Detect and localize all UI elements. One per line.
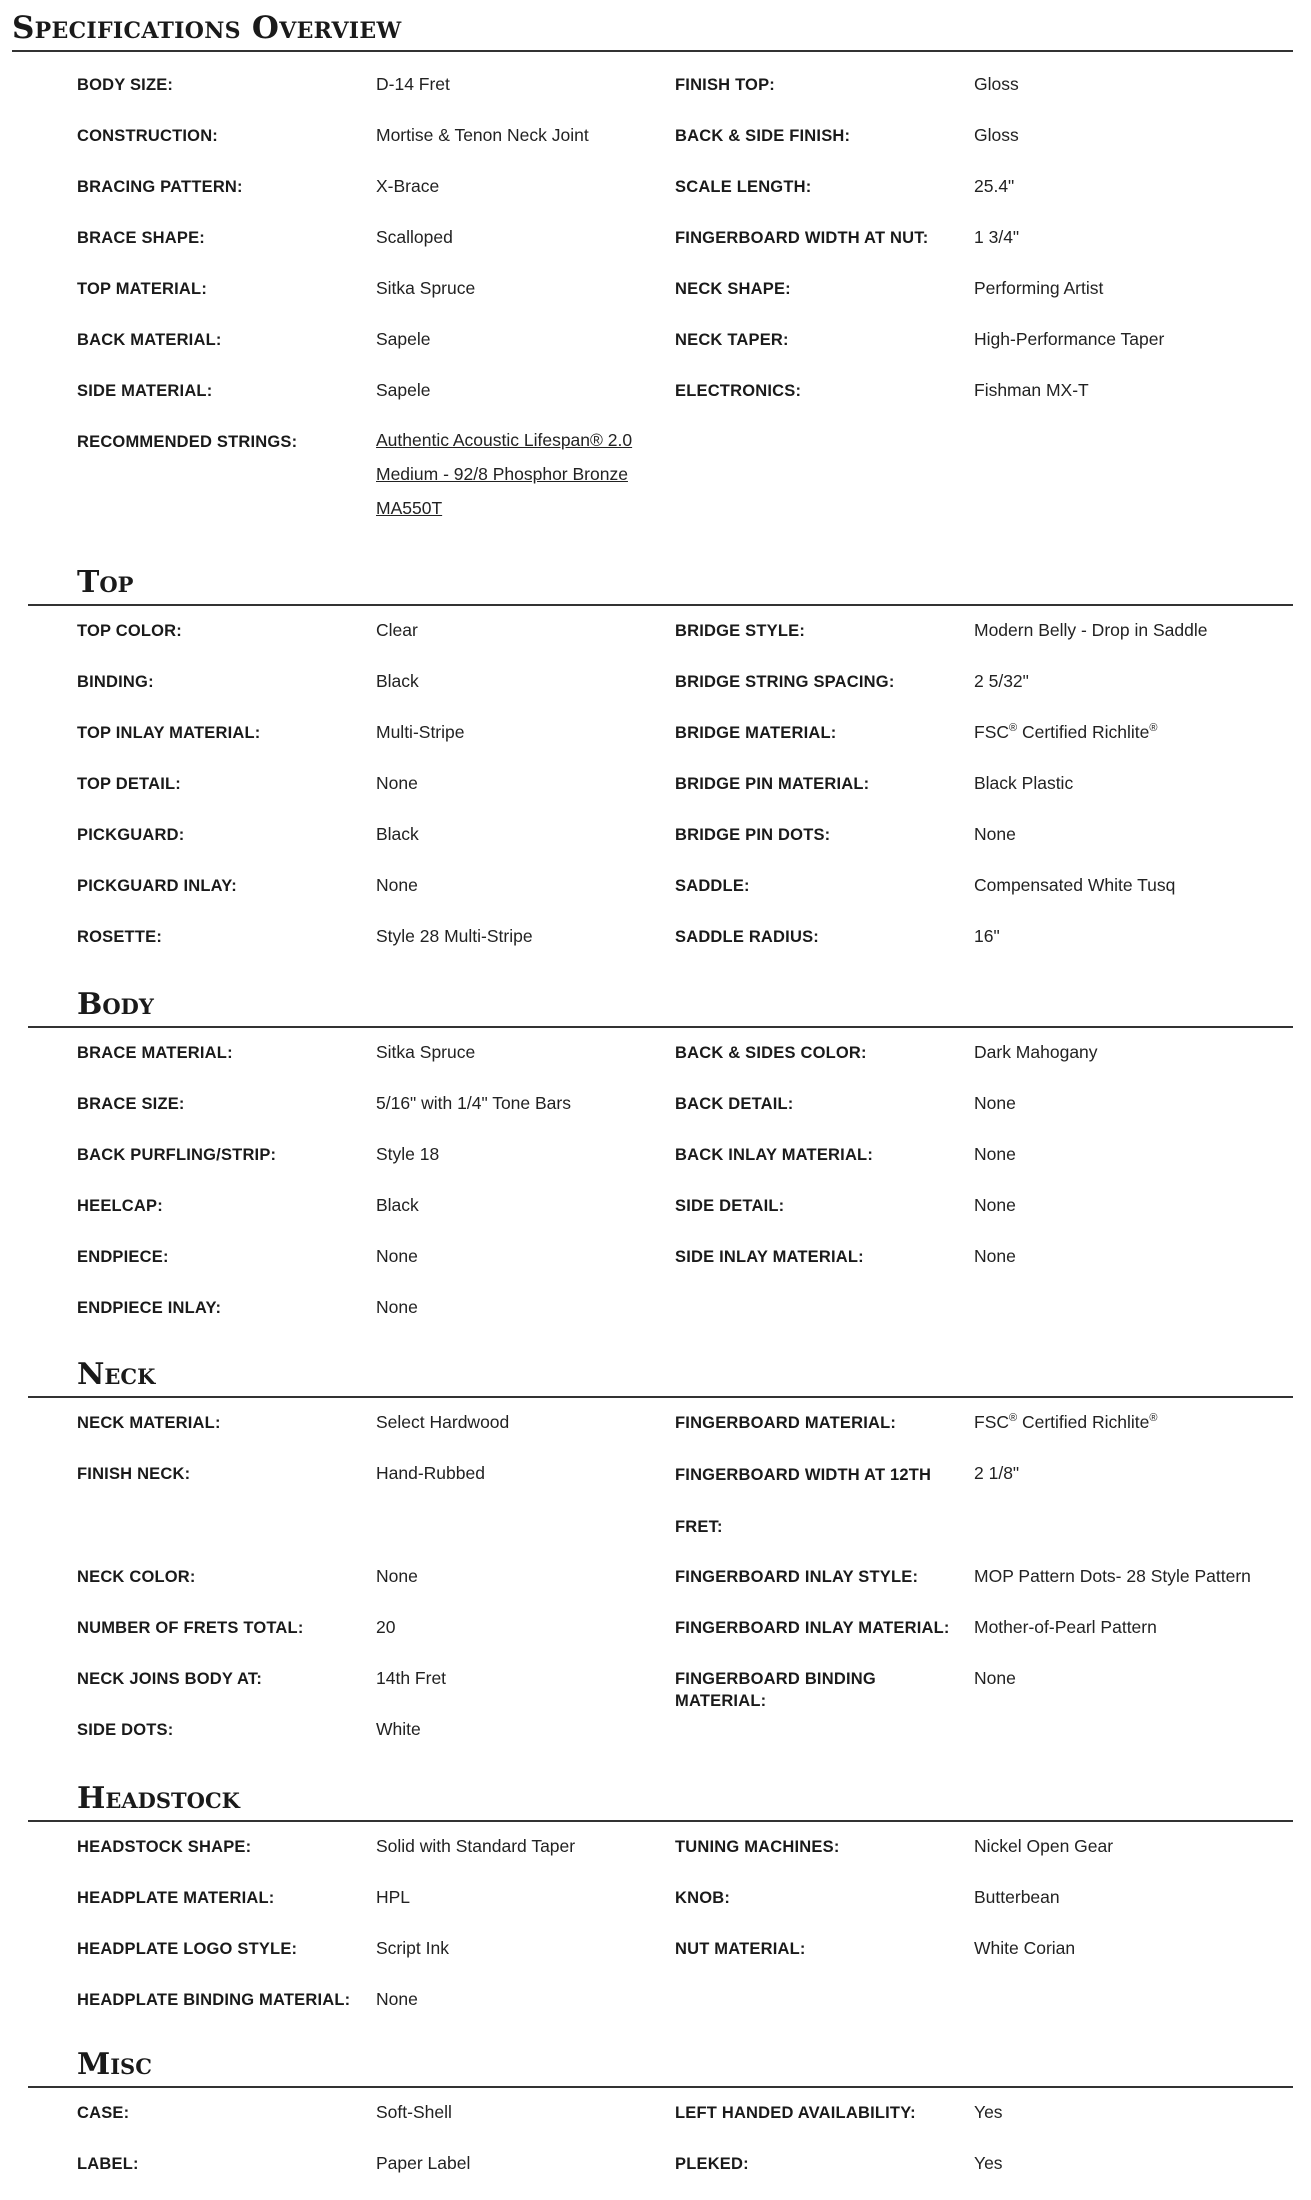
spec-value: MOP Pattern Dots- 28 Style Pattern xyxy=(974,1566,1251,1586)
spec-value: None xyxy=(376,1246,418,1266)
spec-value: Yes xyxy=(974,2102,1003,2122)
spec-value: 5/16" with 1/4" Tone Bars xyxy=(376,1093,571,1113)
spec-label: HEADPLATE MATERIAL: xyxy=(77,1889,275,1907)
neck-section xyxy=(28,1357,1293,1739)
spec-label: PLEKED: xyxy=(675,2155,749,2173)
spec-label: NECK TAPER: xyxy=(675,331,789,349)
spec-label: HEADPLATE LOGO STYLE: xyxy=(77,1940,298,1958)
spec-value: Black xyxy=(376,824,419,844)
section-heading-body: Body xyxy=(28,988,1293,1028)
spec-label: PICKGUARD INLAY: xyxy=(77,877,237,895)
spec-label: BRIDGE STYLE: xyxy=(675,622,806,640)
spec-value: White Corian xyxy=(974,1938,1076,1958)
spec-value: Soft-Shell xyxy=(376,2102,452,2122)
spec-value: 25.4" xyxy=(974,176,1015,196)
spec-value: Select Hardwood xyxy=(376,1412,510,1432)
spec-label: BRACING PATTERN: xyxy=(77,178,243,196)
spec-value: None xyxy=(974,1195,1016,1215)
spec-label: NUMBER OF FRETS TOTAL: xyxy=(77,1619,304,1637)
spec-label: NECK JOINS BODY AT: xyxy=(77,1670,263,1688)
spec-label: SADDLE: xyxy=(675,877,750,895)
spec-label: BACK PURFLING/STRIP: xyxy=(77,1146,277,1164)
registered-mark: ® xyxy=(1009,1412,1018,1425)
spec-value: None xyxy=(376,1989,418,2009)
page-title: Specifications Overview xyxy=(12,12,1293,52)
spec-value: Sapele xyxy=(376,380,431,400)
spec-value: Script Ink xyxy=(376,1938,449,1958)
spec-value: 2 5/32" xyxy=(974,671,1029,691)
spec-value: Style 18 xyxy=(376,1144,440,1164)
spec-value: Gloss xyxy=(974,125,1019,145)
spec-label: BACK & SIDE FINISH: xyxy=(675,127,851,145)
value-text: FSC xyxy=(974,1412,1009,1432)
spec-label: SIDE DETAIL: xyxy=(675,1197,785,1215)
spec-value: Sapele xyxy=(376,329,431,349)
spec-label: ENDPIECE: xyxy=(77,1248,169,1266)
top-section xyxy=(28,565,1293,946)
spec-label: CASE: xyxy=(77,2104,130,2122)
spec-value: Hand-Rubbed xyxy=(376,1463,485,1483)
spec-label: ELECTRONICS: xyxy=(675,382,802,400)
spec-value: None xyxy=(974,1246,1016,1266)
spec-value: None xyxy=(974,1144,1016,1164)
spec-label: BRIDGE PIN DOTS: xyxy=(675,826,831,844)
recommended-strings-link[interactable] xyxy=(376,423,676,525)
section-heading-neck: Neck xyxy=(28,1358,1293,1398)
spec-label: FINGERBOARD WIDTH AT 12TH FRET: xyxy=(675,1466,932,1536)
spec-value: HPL xyxy=(376,1887,411,1907)
spec-label: BRACE SHAPE: xyxy=(77,229,205,247)
spec-value: Black Plastic xyxy=(974,773,1074,793)
strings-link-line[interactable]: Medium - 92/8 Phosphor Bronze xyxy=(376,464,628,484)
spec-label: FINGERBOARD INLAY STYLE: xyxy=(675,1568,919,1586)
spec-value: Black xyxy=(376,1195,419,1215)
spec-value: None xyxy=(376,1297,418,1317)
spec-label: FINGERBOARD WIDTH AT NUT: xyxy=(675,229,929,247)
headstock-section xyxy=(28,1781,1293,2009)
spec-label: NECK SHAPE: xyxy=(675,280,791,298)
spec-label: BACK DETAIL: xyxy=(675,1095,794,1113)
spec-label: RECOMMENDED STRINGS: xyxy=(77,433,298,451)
spec-value: 1 3/4" xyxy=(974,227,1020,247)
spec-value: Performing Artist xyxy=(974,278,1104,298)
spec-label: KNOB: xyxy=(675,1889,731,1907)
spec-label: BACK & SIDES COLOR: xyxy=(675,1044,867,1062)
spec-label: TOP INLAY MATERIAL: xyxy=(77,724,261,742)
spec-label: FINGERBOARD MATERIAL: xyxy=(675,1414,897,1432)
spec-label: ROSETTE: xyxy=(77,928,163,946)
spec-label: FINISH TOP: xyxy=(675,76,775,94)
spec-label: TOP COLOR: xyxy=(77,622,182,640)
spec-label: BINDING: xyxy=(77,673,154,691)
spec-label: FINGERBOARD BINDING MATERIAL: xyxy=(675,1670,876,1710)
value-text: Certified Richlite xyxy=(1017,722,1150,742)
spec-value: Sitka Spruce xyxy=(376,1042,476,1062)
spec-label: FINISH NECK: xyxy=(77,1465,191,1483)
spec-label: SCALE LENGTH: xyxy=(675,178,812,196)
spec-label: HEADPLATE BINDING MATERIAL: xyxy=(77,1991,351,2009)
spec-label: TOP MATERIAL: xyxy=(77,280,208,298)
registered-mark: ® xyxy=(1009,722,1018,735)
spec-label: NUT MATERIAL: xyxy=(675,1940,806,1958)
section-heading-misc: Misc xyxy=(28,2048,1293,2088)
spec-label: BRIDGE MATERIAL: xyxy=(675,724,837,742)
spec-value: D-14 Fret xyxy=(376,74,450,94)
body-section xyxy=(28,987,1293,1317)
spec-label: PICKGUARD: xyxy=(77,826,185,844)
spec-value: White xyxy=(376,1719,421,1739)
spec-label: SIDE DOTS: xyxy=(77,1721,174,1739)
spec-label: SIDE INLAY MATERIAL: xyxy=(675,1248,864,1266)
spec-label: NECK MATERIAL: xyxy=(77,1414,221,1432)
strings-link-line[interactable]: Authentic Acoustic Lifespan® 2.0 xyxy=(376,430,633,450)
spec-label: NECK COLOR: xyxy=(77,1568,196,1586)
spec-label: LEFT HANDED AVAILABILITY: xyxy=(675,2104,916,2122)
spec-label: TOP DETAIL: xyxy=(77,775,181,793)
spec-value: None xyxy=(376,1566,418,1586)
spec-label: BODY SIZE: xyxy=(77,76,174,94)
spec-value: Solid with Standard Taper xyxy=(376,1836,576,1856)
strings-link-line[interactable]: MA550T xyxy=(376,498,443,518)
spec-value: Mortise & Tenon Neck Joint xyxy=(376,125,589,145)
spec-value: Gloss xyxy=(974,74,1019,94)
spec-label: TUNING MACHINES: xyxy=(675,1838,840,1856)
spec-value: Multi-Stripe xyxy=(376,722,465,742)
spec-value: None xyxy=(974,1668,1016,1688)
spec-value: Sitka Spruce xyxy=(376,278,476,298)
spec-value: Nickel Open Gear xyxy=(974,1836,1114,1856)
section-heading-top: Top xyxy=(28,566,1293,606)
spec-label: SIDE MATERIAL: xyxy=(77,382,213,400)
spec-value: Compensated White Tusq xyxy=(974,875,1176,895)
spec-value: None xyxy=(376,875,418,895)
spec-label: LABEL: xyxy=(77,2155,139,2173)
spec-value: Scalloped xyxy=(376,227,453,247)
section-heading-headstock: Headstock xyxy=(28,1782,1293,1822)
spec-label: BRACE SIZE: xyxy=(77,1095,185,1113)
spec-label: HEADSTOCK SHAPE: xyxy=(77,1838,252,1856)
spec-value: Dark Mahogany xyxy=(974,1042,1098,1062)
value-text: FSC xyxy=(974,722,1009,742)
spec-label: BRACE MATERIAL: xyxy=(77,1044,233,1062)
registered-mark: ® xyxy=(1149,1412,1158,1425)
spec-value: Style 28 Multi-Stripe xyxy=(376,926,533,946)
spec-value: Yes xyxy=(974,2153,1003,2173)
spec-value: Butterbean xyxy=(974,1887,1060,1907)
spec-value: 14th Fret xyxy=(376,1668,447,1688)
spec-value: None xyxy=(974,1093,1016,1113)
spec-label: HEELCAP: xyxy=(77,1197,163,1215)
spec-value: High-Performance Taper xyxy=(974,329,1165,349)
spec-value xyxy=(974,1411,1274,1433)
spec-value: 16" xyxy=(974,926,1000,946)
spec-label: CONSTRUCTION: xyxy=(77,127,219,145)
spec-label: SADDLE RADIUS: xyxy=(675,928,819,946)
spec-label: BACK MATERIAL: xyxy=(77,331,222,349)
spec-value: 2 1/8" xyxy=(974,1463,1020,1483)
spec-value: Clear xyxy=(376,620,418,640)
misc-section xyxy=(28,2047,1293,2173)
spec-value: Mother-of-Pearl Pattern xyxy=(974,1617,1157,1637)
spec-label: BRIDGE STRING SPACING: xyxy=(675,673,895,691)
spec-value: None xyxy=(376,773,418,793)
spec-value: Fishman MX-T xyxy=(974,380,1089,400)
spec-label: BRIDGE PIN MATERIAL: xyxy=(675,775,870,793)
spec-label: BACK INLAY MATERIAL: xyxy=(675,1146,874,1164)
spec-value: Paper Label xyxy=(376,2153,471,2173)
spec-label: ENDPIECE INLAY: xyxy=(77,1299,222,1317)
value-text: Certified Richlite xyxy=(1017,1412,1150,1432)
spec-value: None xyxy=(974,824,1016,844)
registered-mark: ® xyxy=(1149,722,1158,735)
spec-value: Black xyxy=(376,671,419,691)
spec-value: 20 xyxy=(376,1617,396,1637)
spec-value: Modern Belly - Drop in Saddle xyxy=(974,620,1208,640)
spec-label: FINGERBOARD INLAY MATERIAL: xyxy=(675,1619,950,1637)
spec-value: X-Brace xyxy=(376,176,440,196)
spec-value xyxy=(974,721,1274,743)
